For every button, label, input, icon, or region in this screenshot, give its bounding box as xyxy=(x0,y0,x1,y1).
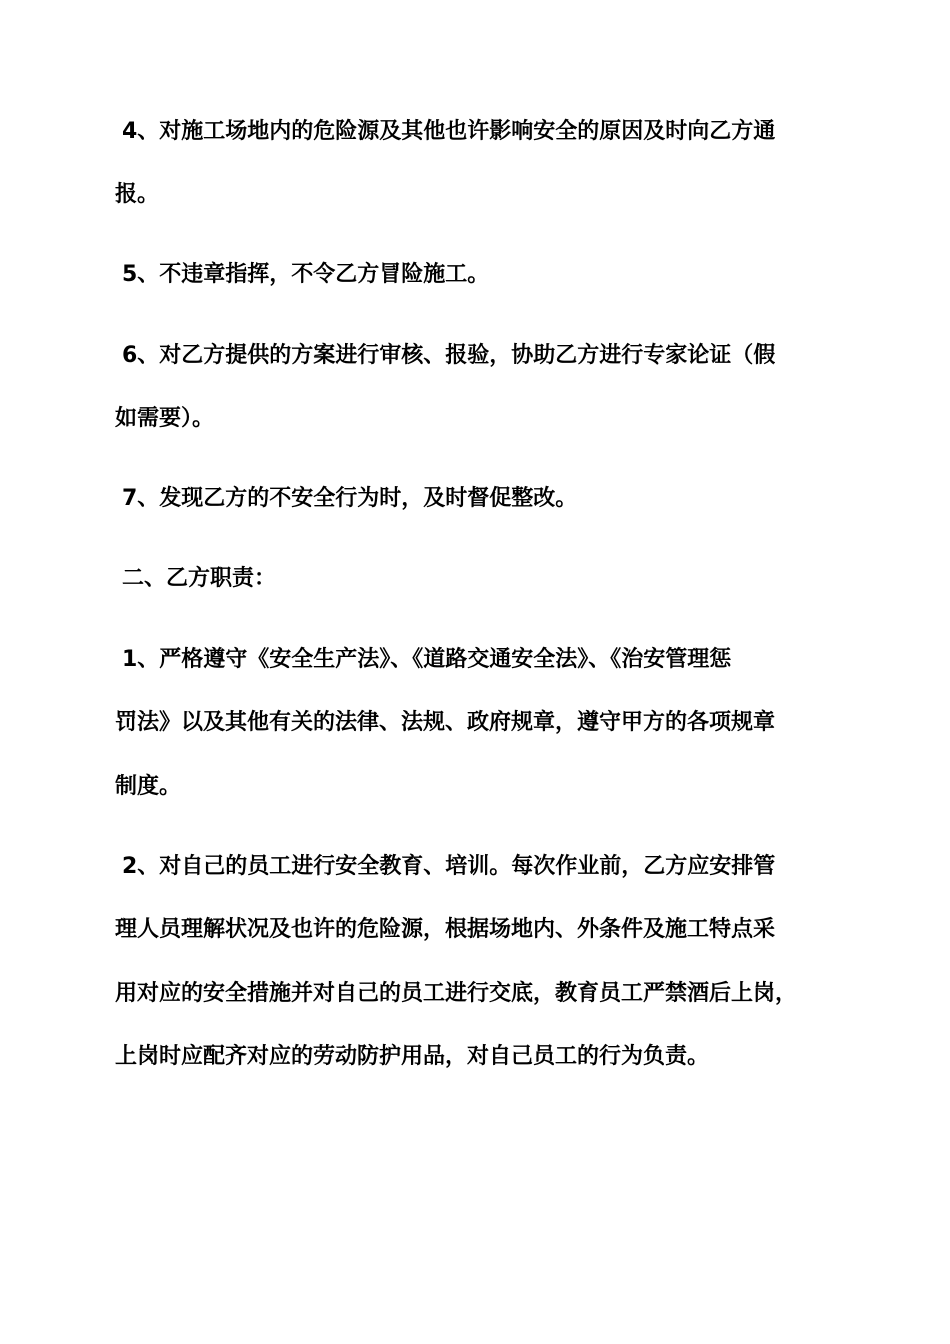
paragraph-line: 4、对施工场地内的危险源及其他也许影响安全的原因及时向乙方通 xyxy=(122,119,776,144)
paragraph-line: 5、不违章指挥，不令乙方冒险施工。 xyxy=(122,262,490,287)
paragraph-line: 1、严格遵守《安全生产法》、《道路交通安全法》、《治安管理惩 xyxy=(122,647,732,672)
paragraph-line: 理人员理解状况及也许的危险源，根据场地内、外条件及施工特点采 xyxy=(115,917,776,942)
paragraph-line: 用对应的安全措施并对自己的员工进行交底，教育员工严禁酒后上岗， xyxy=(115,981,798,1006)
paragraph-line: 6、对乙方提供的方案进行审核、报验，协助乙方进行专家论证（假 xyxy=(122,343,776,368)
paragraph-line: 制度。 xyxy=(115,774,182,799)
paragraph-line: 报。 xyxy=(115,182,160,207)
paragraph-line: 7、发现乙方的不安全行为时，及时督促整改。 xyxy=(122,486,578,511)
paragraph-line: 如需要）。 xyxy=(115,406,215,431)
section-heading: 二、乙方职责： xyxy=(122,566,277,591)
paragraph-line: 上岗时应配齐对应的劳动防护用品，对自己员工的行为负责。 xyxy=(115,1044,710,1069)
paragraph-line: 2、对自己的员工进行安全教育、培训。每次作业前，乙方应安排管 xyxy=(122,854,776,879)
paragraph-line: 罚法》以及其他有关的法律、法规、政府规章，遵守甲方的各项规章 xyxy=(115,710,776,735)
